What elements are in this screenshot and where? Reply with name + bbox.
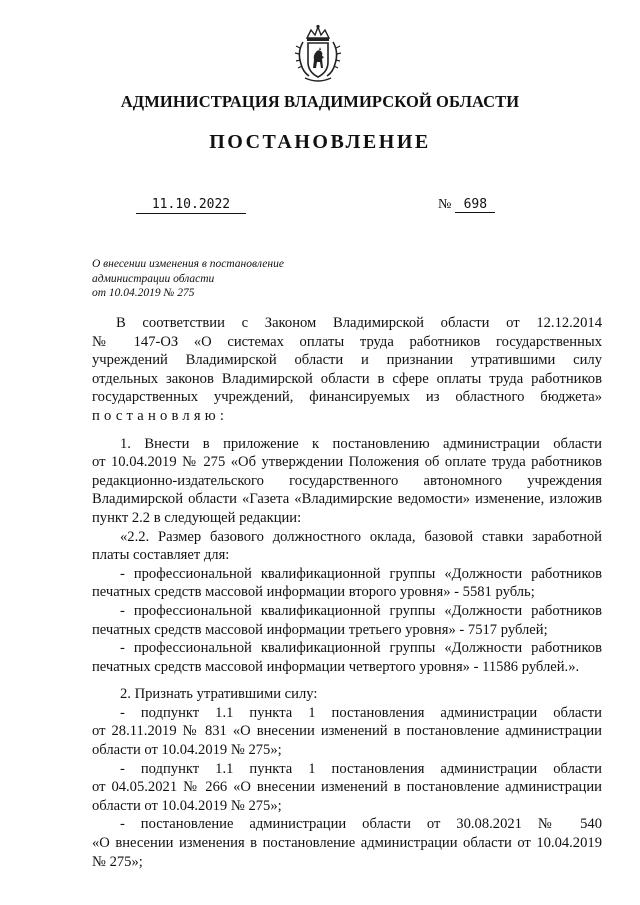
item2-line: области от 10.04.2019 № 275»; bbox=[92, 742, 282, 759]
item1-quote-line: - профессиональной квалификационной группы «Должности работников bbox=[120, 565, 602, 582]
item2-line: № 275»; bbox=[92, 853, 143, 870]
item1-line: Владимирской области «Газета «Владимирские ведомости» изменение, изложив bbox=[92, 491, 602, 508]
item2-line: от 04.05.2021 № 266 «О внесении изменений в постановление администрации bbox=[92, 779, 602, 796]
item1-quote-line: платы составляет для: bbox=[92, 547, 230, 564]
item1-quote-line: - профессиональной квалификационной группы «Должности работников bbox=[120, 602, 602, 619]
item2-line: - постановление администрации области от 30.08.2021 № 540 bbox=[120, 816, 602, 833]
item1-line: 1. Внести в приложение к постановлению администрации области bbox=[120, 435, 602, 452]
item1-quote-line: печатных средств массовой информации четвертого уровня» - 11586 рублей.». bbox=[92, 658, 580, 675]
document-body bbox=[92, 314, 602, 871]
item1-quote-line: печатных средств массовой информации второго уровня» - 5581 рубль; bbox=[92, 584, 535, 601]
subject-line: от 10.04.2019 № 275 bbox=[92, 287, 195, 299]
item2-line: области от 10.04.2019 № 275»; bbox=[92, 797, 282, 814]
preamble-line: учреждений Владимирской области и признании утратившими силу bbox=[92, 352, 602, 369]
subject-line: О внесении изменения в постановление bbox=[92, 258, 284, 270]
item2-line: «О внесении изменения в постановление администрации области от 10.04.2019 bbox=[92, 835, 602, 852]
subject-line: администрации области bbox=[92, 272, 215, 285]
preamble-line: В соответствии с Законом Владимирской области от 12.12.2014 bbox=[116, 315, 602, 331]
document-type-title: ПОСТАНОВЛЕНИЕ bbox=[209, 131, 431, 153]
preamble-line: постановляю: bbox=[92, 407, 229, 424]
number-sign: № bbox=[438, 197, 452, 212]
item1-quote-line: - профессиональной квалификационной группы «Должности работников bbox=[120, 640, 602, 657]
item2-line: 2. Признать утратившими силу: bbox=[120, 686, 318, 703]
item1-line: редакционно-издательского государственного автономного учреждения bbox=[92, 472, 602, 489]
organization-name: АДМИНИСТРАЦИЯ ВЛАДИМИРСКОЙ ОБЛАСТИ bbox=[120, 92, 520, 111]
number-value: 698 bbox=[455, 197, 495, 213]
document-subject bbox=[92, 257, 322, 301]
item1-line: пункт 2.2 в следующей редакции: bbox=[92, 509, 302, 526]
document-number bbox=[438, 197, 495, 213]
item1-quote-line: «2.2. Размер базового должностного оклада, базовой ставки заработной bbox=[120, 528, 602, 545]
item1-quote-line: печатных средств массовой информации третьего уровня» - 7517 рублей; bbox=[92, 621, 548, 638]
item1-line: от 10.04.2019 № 275 «Об утверждении Положения об оплате труда работников bbox=[92, 454, 602, 471]
document-date: 11.10.2022 bbox=[136, 197, 246, 214]
item2-line: от 28.11.2019 № 831 «О внесении изменений в постановление администрации bbox=[92, 723, 602, 740]
preamble-line: государственных учреждений, финансируемых из областного бюджета» bbox=[92, 389, 602, 406]
item2-line: - подпункт 1.1 пункта 1 постановления администрации области bbox=[120, 760, 602, 777]
preamble-line: № 147-ОЗ «О системах оплаты труда работников государственных bbox=[92, 333, 602, 350]
preamble-line: отдельных законов Владимирской области в сфере оплаты труда работников bbox=[92, 370, 602, 387]
vladimir-coat-of-arms-icon bbox=[293, 24, 343, 84]
item2-line: - подпункт 1.1 пункта 1 постановления администрации области bbox=[120, 704, 602, 721]
